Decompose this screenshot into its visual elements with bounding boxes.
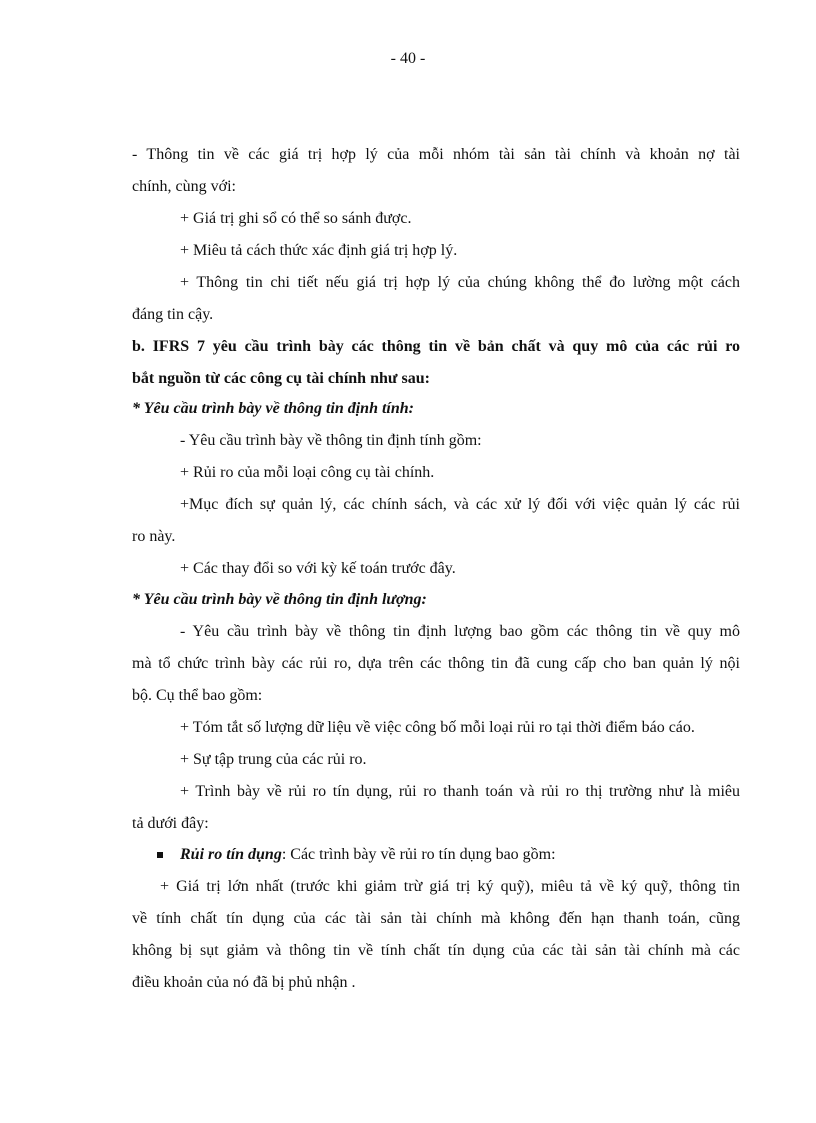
fair-value-line-2: chính, cùng với: <box>132 178 236 195</box>
bullet-square-icon <box>157 852 163 858</box>
qualitative-item-1: + Rủi ro của mỗi loại công cụ tài chính. <box>180 464 435 481</box>
quantitative-intro-2: mà tổ chức trình bày các rủi ro, dựa trên các thông tin đã cung cấp cho ban quản lý nội <box>132 655 740 672</box>
fair-value-item-3a: + Thông tin chi tiết nếu giá trị hợp lý của chúng không thể đo lường một cách <box>180 274 740 291</box>
qualitative-intro: - Yêu cầu trình bày về thông tin định tính gồm: <box>180 432 482 449</box>
qualitative-item-3: + Các thay đổi so với kỳ kế toán trước đây. <box>180 560 456 577</box>
fair-value-line-1: - Thông tin về các giá trị hợp lý của mỗi nhóm tài sản tài chính và khoản nợ tài <box>132 146 740 163</box>
quantitative-item-2: + Sự tập trung của các rủi ro. <box>180 751 367 768</box>
quantitative-intro-3: bộ. Cụ thể bao gồm: <box>132 687 263 704</box>
credit-risk-heading-rest: : Các trình bày về rủi ro tín dụng bao gồm: <box>281 846 556 863</box>
qualitative-heading: * Yêu cầu trình bày về thông tin định tính: <box>132 400 414 417</box>
section-b-heading-1: b. IFRS 7 yêu cầu trình bày các thông tin về bản chất và quy mô của các rủi ro <box>132 338 740 355</box>
quantitative-intro-1: - Yêu cầu trình bày về thông tin định lượng bao gồm các thông tin về quy mô <box>180 623 740 640</box>
quantitative-item-1: + Tóm tắt số lượng dữ liệu về việc công bố mỗi loại rủi ro tại thời điểm báo cáo. <box>180 719 695 736</box>
section-b-heading-2: bắt nguồn từ các công cụ tài chính như sau: <box>132 370 430 387</box>
credit-risk-label: Rủi ro tín dụng <box>180 846 282 863</box>
qualitative-item-2b: ro này. <box>132 528 176 545</box>
page-number: - 40 - <box>390 50 426 67</box>
fair-value-item-2: + Miêu tả cách thức xác định giá trị hợp lý. <box>180 242 458 259</box>
credit-risk-line-1: + Giá trị lớn nhất (trước khi giảm trừ giá trị ký quỹ), miêu tả về ký quỹ, thông tin <box>160 878 740 895</box>
quantitative-heading: * Yêu cầu trình bày về thông tin định lượng: <box>132 591 427 608</box>
quantitative-item-3a: + Trình bày về rủi ro tín dụng, rủi ro thanh toán và rủi ro thị trường như là miêu <box>180 783 740 800</box>
fair-value-item-3b: đáng tin cậy. <box>132 306 214 323</box>
credit-risk-line-3: không bị sụt giảm và thông tin về tính chất tín dụng của các tài sản tài chính mà các <box>132 942 740 959</box>
credit-risk-line-4: điều khoản của nó đã bị phủ nhận . <box>132 974 356 991</box>
credit-risk-heading <box>180 845 556 865</box>
qualitative-item-2a: +Mục đích sự quản lý, các chính sách, và các xử lý đối với việc quản lý các rủi <box>180 496 740 513</box>
quantitative-item-3b: tả dưới đây: <box>132 815 209 832</box>
credit-risk-line-2: về tính chất tín dụng của các tài sản tài chính mà không đến hạn thanh toán, cũng <box>132 910 740 927</box>
fair-value-item-1: + Giá trị ghi sổ có thể so sánh được. <box>180 210 412 227</box>
